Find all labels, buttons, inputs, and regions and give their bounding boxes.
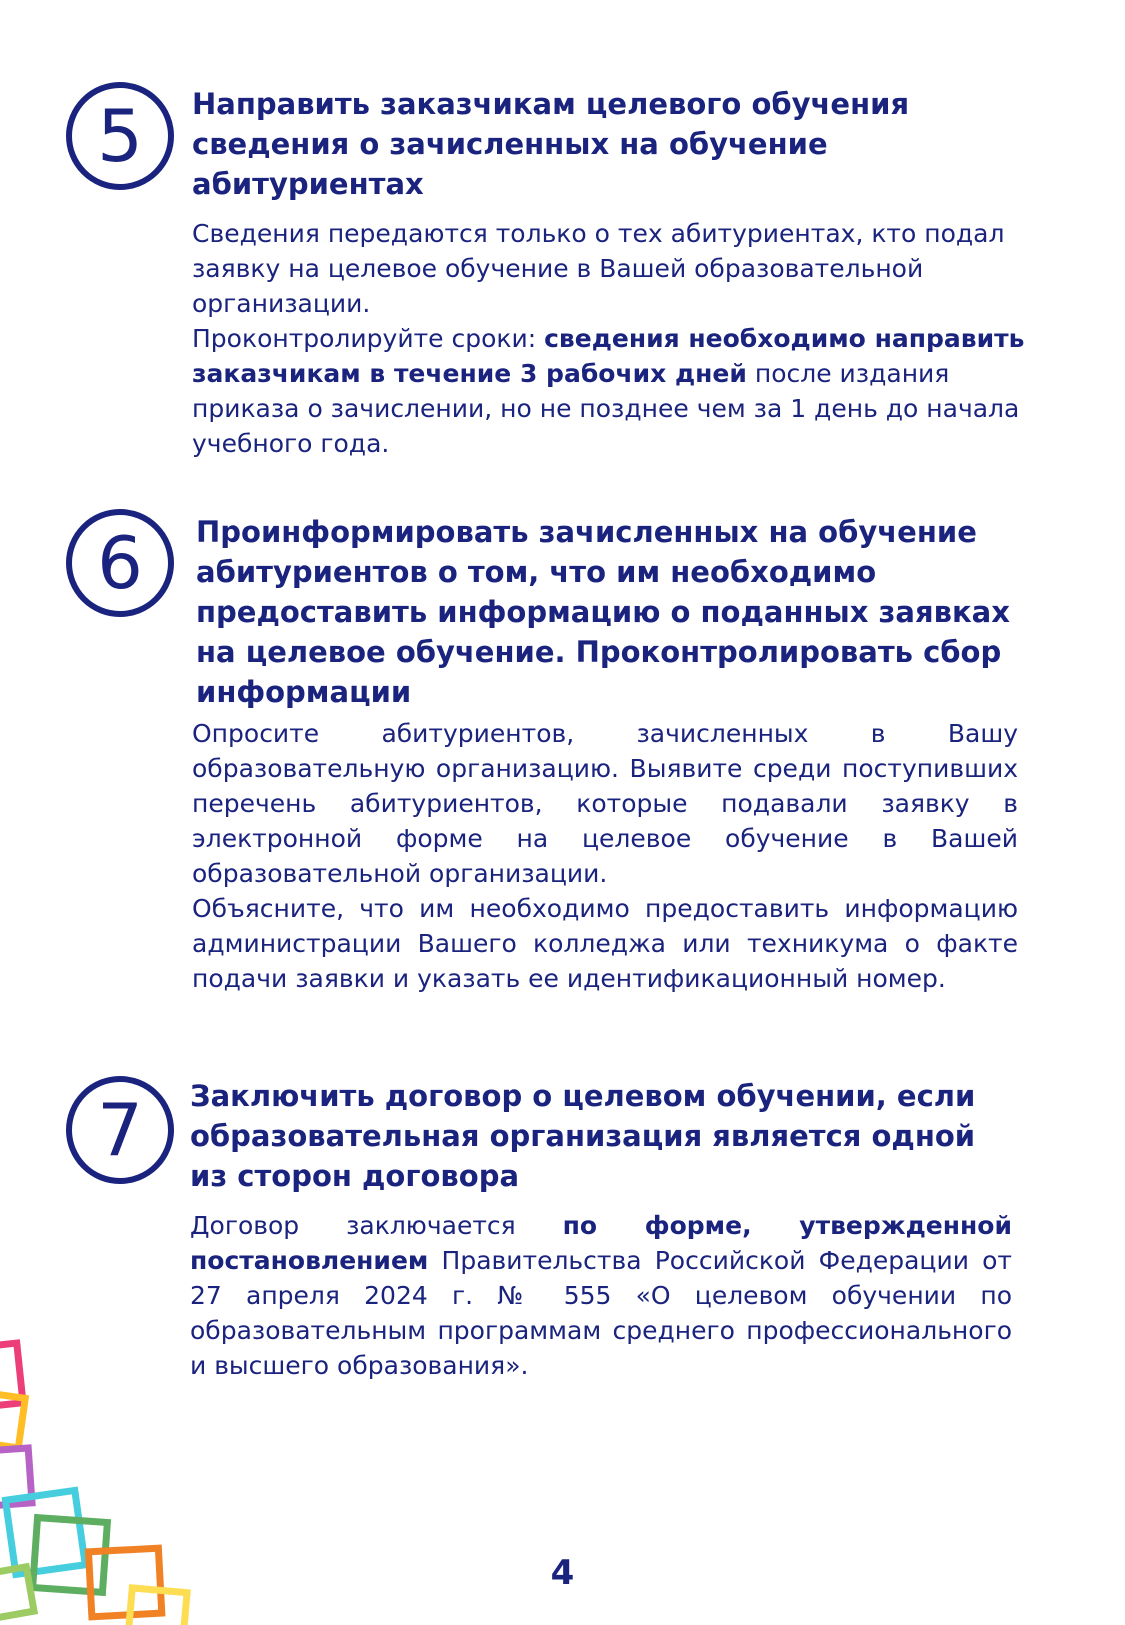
step-5-body	[192, 216, 1052, 461]
step-7-form-emphasis: по форме, утвержденной постановлением	[190, 1211, 1013, 1275]
step-5-p2-lead: Проконтролируйте сроки:	[192, 324, 545, 353]
step-number-7: 7	[66, 1076, 174, 1184]
step-5-paragraph-2	[192, 321, 1052, 461]
step-7-p1-tail: Правительства Российской Федерации от 27 апреля 2024 г. № 555 «О целевом обучении по образовательным программам среднего профессионального и высшего образования».	[190, 1246, 1012, 1380]
step-number-5: 5	[66, 82, 174, 190]
step-7-p1-lead: Договор заключается	[190, 1211, 563, 1240]
step-number-6: 6	[66, 509, 174, 617]
step-5-title: Направить заказчикам целевого обучения сведения о зачисленных на обучение абитуриентах	[192, 87, 910, 201]
step-7-title: Заключить договор о целевом обучении, если образовательная организация является одной из сторон договора	[190, 1079, 976, 1193]
step-6-paragraph-1: Опросите абитуриентов, зачисленных в Вашу образовательную организацию. Выявите среди поступивших перечень абитуриентов, которые подавали заявку в электронной форме на целевое обучение в Вашей образовательной организации.	[192, 719, 1018, 888]
step-7-body	[190, 1208, 1012, 1383]
step-7-paragraph-1	[190, 1208, 1012, 1383]
step-5-deadline-emphasis: сведения необходимо направить заказчикам в течение 3 рабочих дней	[192, 324, 1025, 388]
step-5-p2-tail: после издания приказа о зачислении, но не позднее чем за 1 день до начала учебного года.	[192, 359, 1020, 458]
step-5-paragraph-1: Сведения передаются только о тех абитуриентах, кто подал заявку на целевое обучение в Вашей образовательной организации.	[192, 219, 1005, 318]
page-number: 4	[550, 1553, 575, 1593]
step-6-paragraph-2: Объясните, что им необходимо предоставить информацию администрации Вашего колледжа или техникума о факте подачи заявки и указать ее идентификационный номер.	[192, 894, 1018, 993]
step-6-title: Проинформировать зачисленных на обучение абитуриентов о том, что им необходимо предоставить информацию о поданных заявках на целевое обучение. Проконтролировать сбор информации	[196, 515, 1010, 709]
step-6-body	[192, 716, 1018, 996]
